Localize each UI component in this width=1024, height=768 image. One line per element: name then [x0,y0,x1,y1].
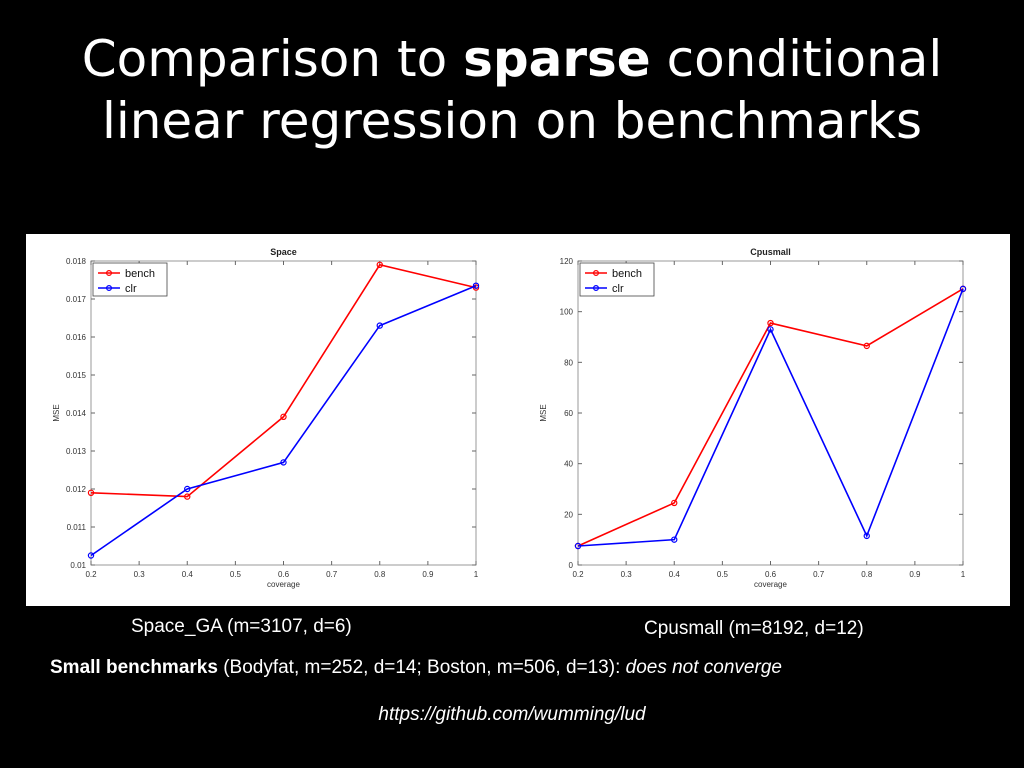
x-tick-label: 0.3 [133,570,145,579]
legend-label-bench: bench [125,268,155,280]
x-axis-label: coverage [754,580,787,589]
y-tick-label: 0.01 [70,561,86,570]
y-tick-label: 0.014 [65,409,86,418]
x-tick-label: 0.7 [813,570,825,579]
y-tick-label: 0.012 [65,485,86,494]
x-tick-label: 0.7 [326,570,338,579]
charts-panel [26,234,1010,606]
title-text: Comparison to [81,30,464,88]
chart-title: Cpusmall [750,247,791,257]
note-italic: does not converge [625,657,782,678]
cpusmall-chart [518,234,1010,606]
space-chart [26,234,518,606]
series-line-clr [91,286,476,556]
y-tick-label: 0.018 [65,257,86,266]
x-tick-label: 0.3 [620,570,632,579]
y-tick-label: 0.017 [65,295,86,304]
title-emphasis: sparse [463,30,651,88]
y-tick-label: 120 [559,257,573,266]
y-tick-label: 40 [564,459,573,469]
y-tick-label: 0.016 [65,333,86,342]
y-axis-label: MSE [52,404,61,422]
x-tick-label: 1 [960,570,966,579]
note-bold: Small benchmarks [50,657,218,678]
x-tick-label: 0.6 [277,570,290,579]
x-tick-label: 1 [473,570,479,579]
caption-space: Space_GA (m=3107, d=6) [131,616,352,637]
x-tick-label: 0.2 [572,570,584,579]
x-tick-label: 0.8 [374,570,386,579]
y-tick-label: 0 [568,561,573,570]
title-line-1 [0,28,1024,90]
legend-label-clr: clr [612,283,624,295]
x-tick-label: 0.9 [422,570,434,579]
small-benchmarks-note [50,657,782,679]
x-tick-label: 0.5 [229,570,241,579]
legend-label-bench: bench [612,268,642,280]
y-tick-label: 0.011 [66,523,86,532]
y-tick-label: 80 [564,358,573,368]
x-tick-label: 0.2 [85,570,97,579]
caption-cpusmall: Cpusmall (m=8192, d=12) [644,618,864,639]
x-tick-label: 0.6 [764,570,777,579]
y-axis-label: MSE [539,404,548,422]
github-link[interactable]: https://github.com/wumming/lud [378,704,646,725]
chart-title: Space [270,247,297,257]
x-tick-label: 0.5 [716,570,728,579]
legend-label-clr: clr [125,283,137,295]
y-tick-label: 0.015 [65,371,86,380]
plot-frame [91,261,476,565]
x-tick-label: 0.9 [909,570,921,579]
y-tick-label: 0.013 [65,447,86,456]
series-line-bench [578,289,963,546]
y-tick-label: 60 [564,409,573,418]
x-tick-label: 0.4 [181,570,193,579]
title-line-2: linear regression on benchmarks [101,92,923,150]
x-axis-label: coverage [267,580,300,589]
x-tick-label: 0.4 [668,570,680,579]
y-tick-label: 100 [559,307,573,317]
slide-title [0,28,1024,152]
title-text: conditional [650,30,943,88]
series-line-clr [578,289,963,546]
note-text: (Bodyfat, m=252, d=14; Boston, m=506, d=13): [217,657,626,678]
x-tick-label: 0.8 [861,570,873,579]
y-tick-label: 20 [564,510,573,520]
